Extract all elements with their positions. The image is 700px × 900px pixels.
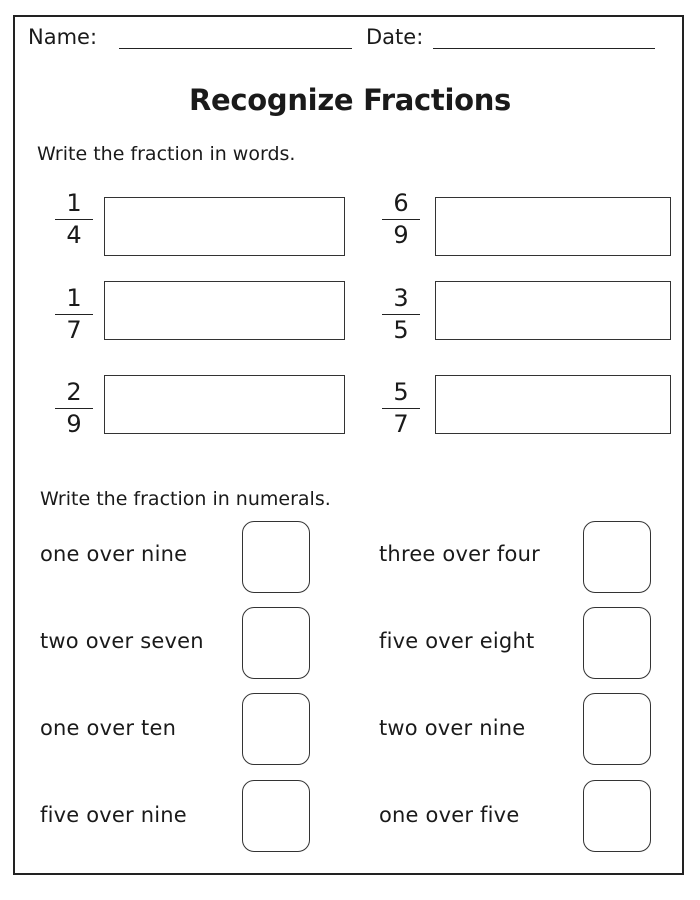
fraction-words: five over nine xyxy=(40,803,187,827)
numeral-answer-box[interactable] xyxy=(583,521,651,593)
fraction-bar xyxy=(382,219,420,220)
fraction-bar xyxy=(382,408,420,409)
fraction-numerator: 2 xyxy=(66,378,82,406)
fraction-denominator: 5 xyxy=(393,316,409,344)
fraction-words: five over eight xyxy=(379,629,535,653)
fraction-denominator: 7 xyxy=(393,410,409,438)
numeral-answer-box[interactable] xyxy=(242,521,310,593)
fraction-words: three over four xyxy=(379,542,540,566)
fraction-words: two over seven xyxy=(40,629,204,653)
fraction-bar xyxy=(55,219,93,220)
fraction-bar xyxy=(382,314,420,315)
name-label: Name: xyxy=(28,25,98,49)
fraction-numerator: 5 xyxy=(393,378,409,406)
fraction-words: one over nine xyxy=(40,542,188,566)
word-answer-box[interactable] xyxy=(435,375,671,434)
numeral-answer-box[interactable] xyxy=(242,607,310,679)
words-instruction: Write the fraction in words. xyxy=(37,143,296,165)
numeral-answer-box[interactable] xyxy=(242,780,310,852)
numeral-answer-box[interactable] xyxy=(583,693,651,765)
word-answer-box[interactable] xyxy=(104,375,345,434)
numeral-answer-box[interactable] xyxy=(583,780,651,852)
word-answer-box[interactable] xyxy=(435,281,671,340)
fraction-words: one over five xyxy=(379,803,520,827)
numerals-instruction: Write the fraction in numerals. xyxy=(40,488,331,510)
word-answer-box[interactable] xyxy=(104,281,345,340)
fraction-denominator: 9 xyxy=(66,410,82,438)
date-field[interactable] xyxy=(433,48,655,49)
fraction-words: two over nine xyxy=(379,716,526,740)
page-title: Recognize Fractions xyxy=(188,83,512,117)
date-label: Date: xyxy=(366,25,424,49)
fraction-numerator: 1 xyxy=(66,189,82,217)
word-answer-box[interactable] xyxy=(104,197,345,256)
numeral-answer-box[interactable] xyxy=(242,693,310,765)
fraction-numerator: 3 xyxy=(393,284,409,312)
word-answer-box[interactable] xyxy=(435,197,671,256)
name-field[interactable] xyxy=(119,48,352,49)
fraction-denominator: 9 xyxy=(393,221,409,249)
fraction-denominator: 4 xyxy=(66,221,82,249)
fraction-bar xyxy=(55,314,93,315)
fraction-bar xyxy=(55,408,93,409)
numeral-answer-box[interactable] xyxy=(583,607,651,679)
fraction-numerator: 6 xyxy=(393,189,409,217)
fraction-denominator: 7 xyxy=(66,316,82,344)
fraction-words: one over ten xyxy=(40,716,177,740)
fraction-numerator: 1 xyxy=(66,284,82,312)
